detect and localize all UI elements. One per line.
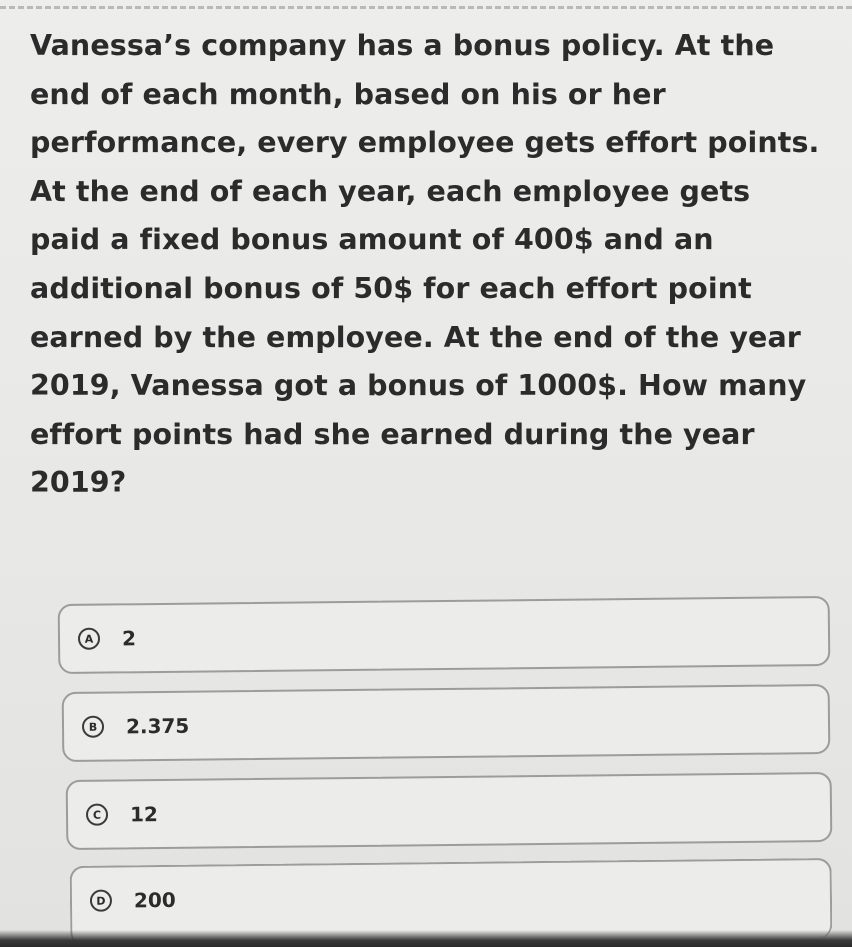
option-c-letter-badge: C	[86, 804, 108, 826]
option-d-letter-badge: D	[90, 890, 112, 912]
option-b-value: 2.375	[125, 713, 190, 739]
bottom-edge-shadow	[0, 930, 852, 947]
option-a-button[interactable]	[58, 596, 831, 674]
option-b-button[interactable]	[62, 684, 831, 762]
question-text: Vanessa’s company has a bonus policy. At the end of each month, based on his or her performance, every employee gets effort points. At the end of each year, each employee gets paid a fixed bonus amount of 400$ and an additional bonus of 50$ for each effort point earned by the employee. At the end of the year 2019, Vanessa got a bonus of 1000$. How many effort points had she earned during the year 2019?	[30, 29, 820, 500]
option-d-value: 200	[133, 887, 176, 913]
option-a-letter-badge: A	[78, 628, 100, 650]
option-a-value: 2	[121, 626, 137, 651]
option-b-letter-badge: B	[82, 716, 104, 738]
option-c-value: 12	[129, 802, 158, 827]
option-c-button[interactable]	[66, 772, 833, 850]
